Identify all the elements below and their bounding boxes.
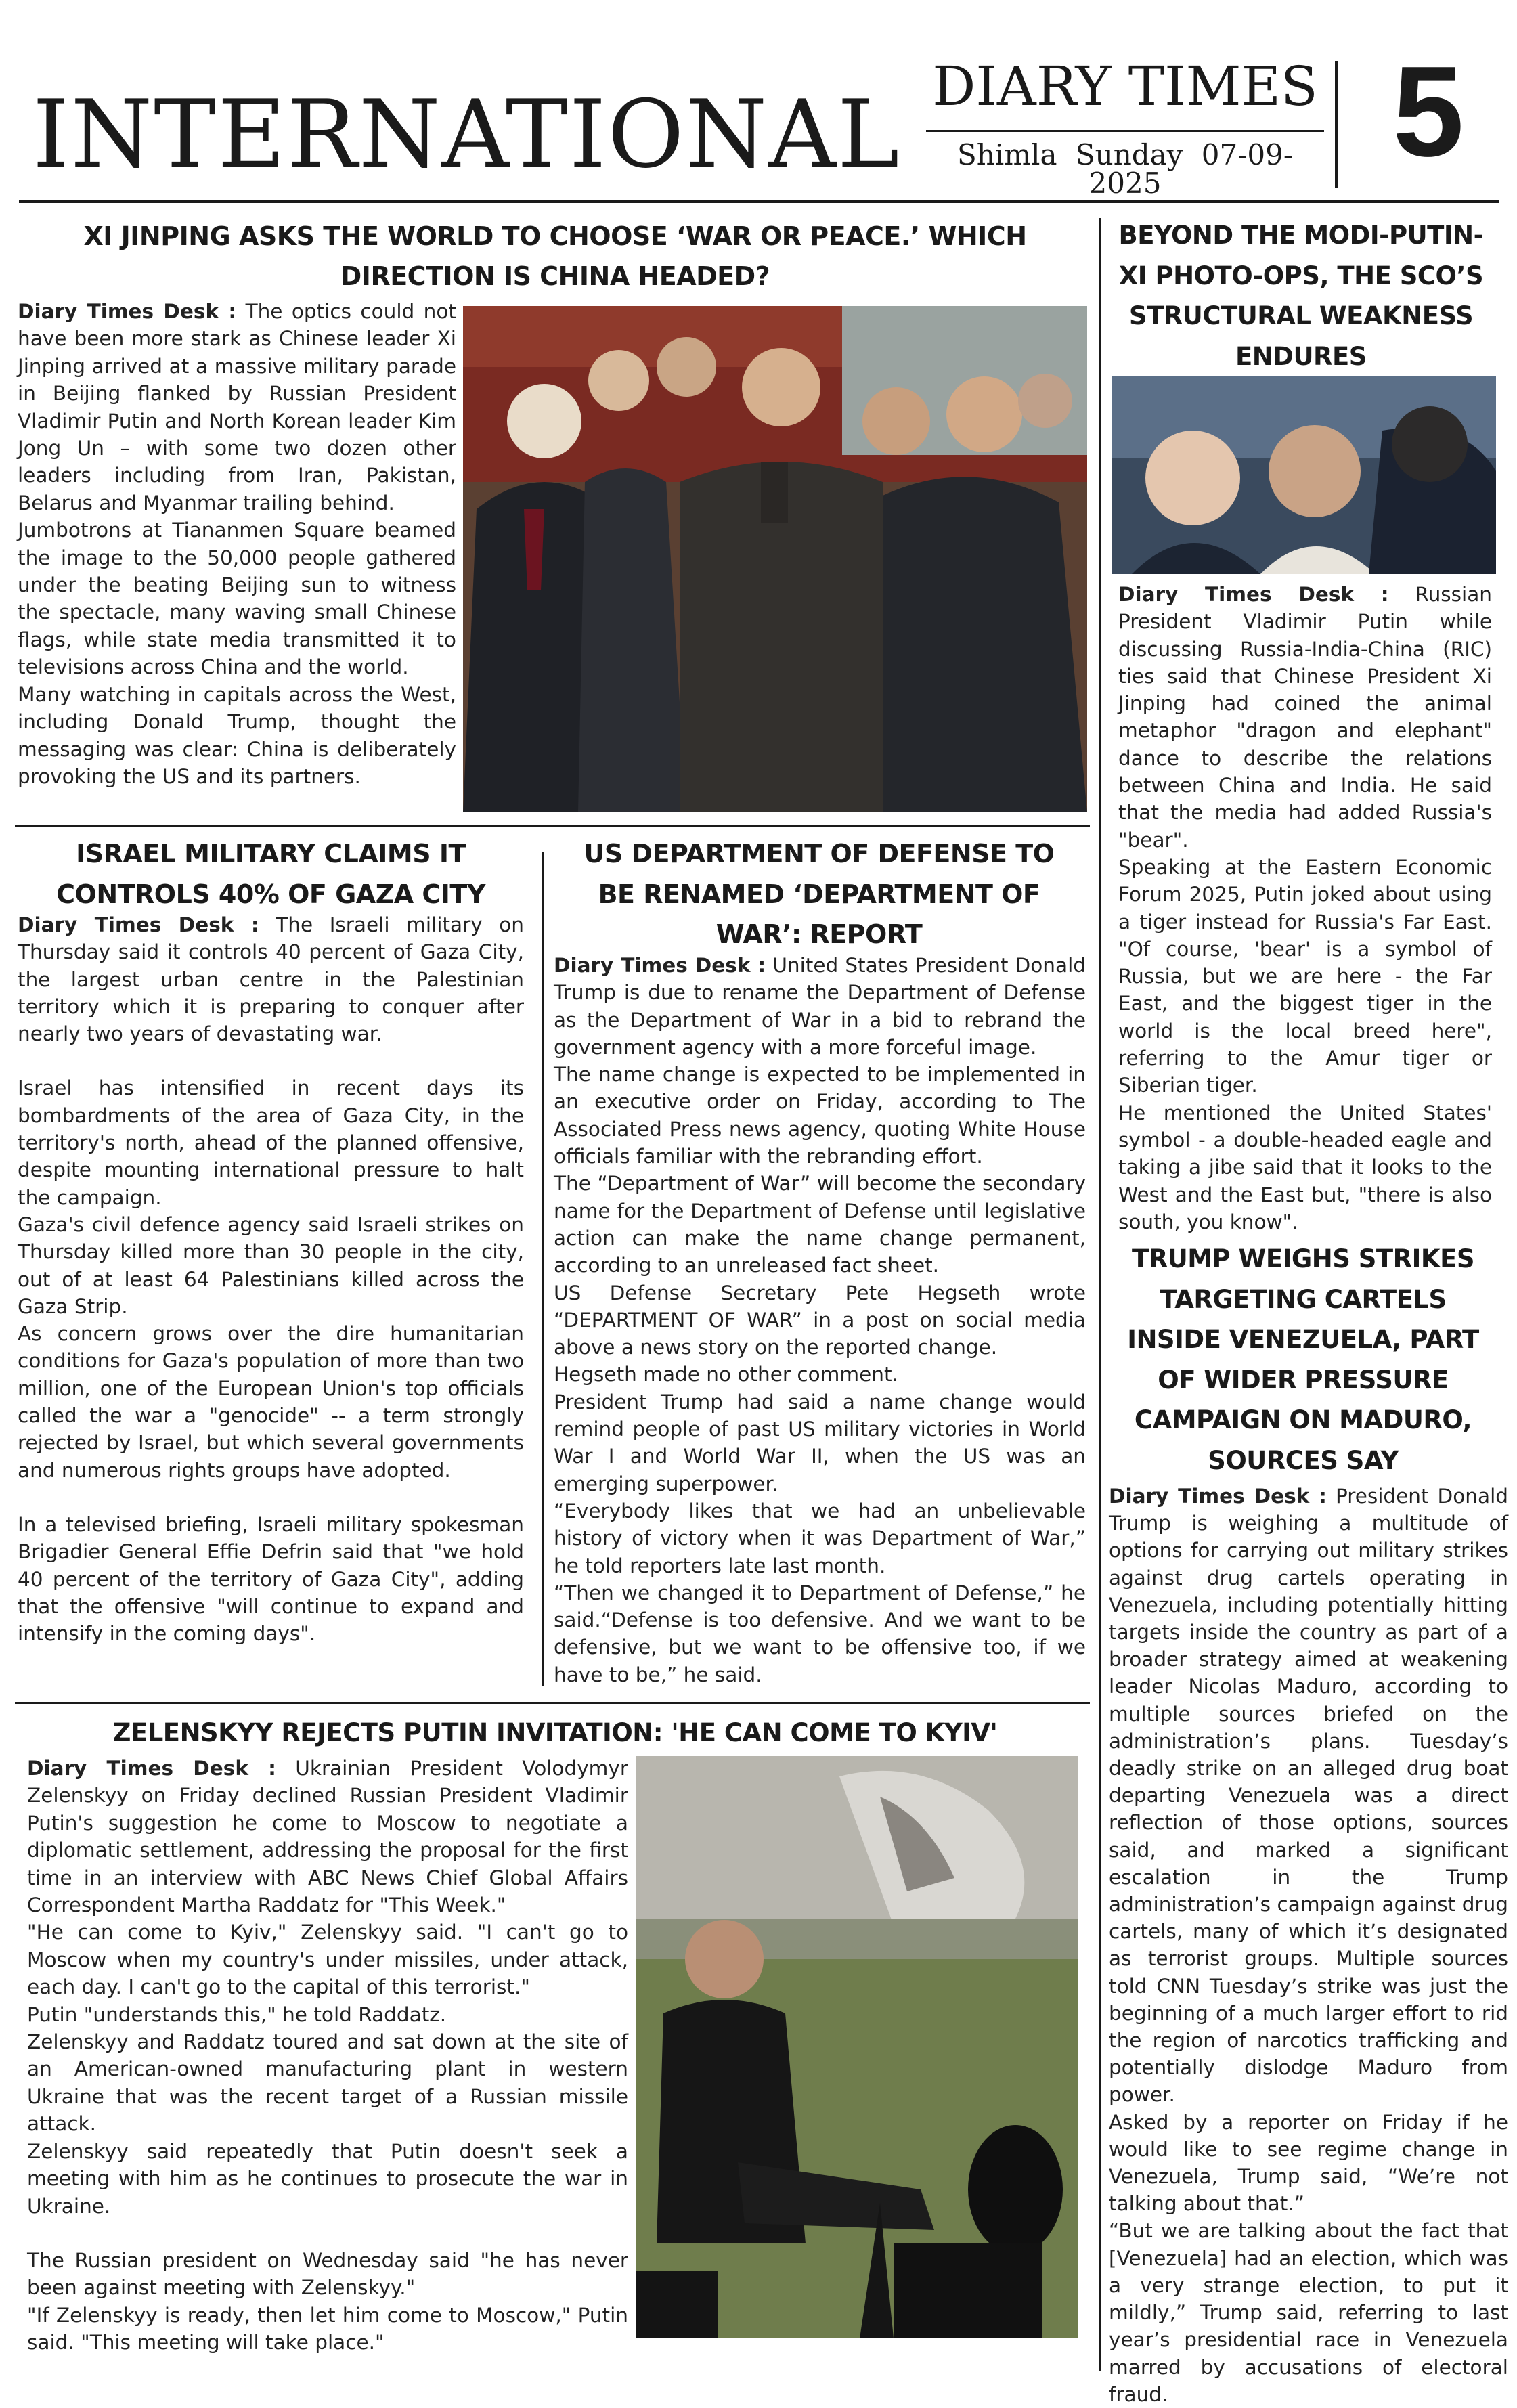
dateline-day: Sunday: [1075, 138, 1183, 171]
paragraph: As concern grows over the dire humanitarian conditions for Gaza's population of more than two million, one of the European Union's top officials called the war a "genocide" -- a term strongly rejected by Israel, but which several governments and numerous rights groups have adopted.: [18, 1322, 524, 1482]
desk-credit: Diary Times Desk :: [27, 1757, 276, 1780]
paragraph: The Israeli military on Thursday said it controls 40 percent of Gaza City, the largest urban centre in the Palestinian territory which it is preparing to conquer after nearly two years of devastating war.: [18, 913, 524, 1046]
headline-zelensky: ZELENSKYY REJECTS PUTIN INVITATION: 'HE CAN COME TO KYIV': [112, 1718, 998, 1747]
paragraph: Israel has intensified in recent days its bombardments of the area of Gaza City, in the territory's north, ahead of the planned offensive, despite mounting international pressure to halt the campaign.: [18, 1076, 524, 1209]
dateline-city: Shimla: [957, 138, 1057, 171]
article-body-venezuela: [1109, 1483, 1508, 2408]
paragraph: The optics could not have been more stark as Chinese leader Xi Jinping arrived at a massive military parade in Beijing flanked by Russian President Vladimir Putin and North Korean leader Kim Jong Un – with some two dozen other leaders including from Iran, Pakistan, Belarus and Myanmar trailing behind.: [18, 300, 456, 515]
masthead-vertical-rule: [1335, 61, 1338, 188]
article-body-zelensky: [27, 1755, 628, 2357]
paragraph: "If Zelenskyy is ready, then let him come to Moscow," Putin said. "This meeting will take place.": [27, 2303, 628, 2355]
paragraph: Ukrainian President Volodymyr Zelenskyy on Friday declined Russian President Vladimir Putin's suggestion he come to Moscow to negotiate a diplomatic settlement, addressing the proposal for the first time in an interview with ABC News Chief Global Affairs Correspondent Martha Raddatz for "This Week.": [27, 1757, 628, 1917]
desk-credit: Diary Times Desk :: [1109, 1485, 1327, 1508]
paragraph: Zelenskyy said repeatedly that Putin doesn't seek a meeting with him as he continues to prosecute the war in Ukraine.: [27, 2139, 628, 2218]
dateline-date: 07-09-2025: [1089, 138, 1294, 200]
paragraph: Zelenskyy and Raddatz toured and sat down at the site of an American-owned manufacturing plant in western Ukraine that was the recent target of a Russian missile attack.: [27, 2030, 628, 2136]
paragraph: The name change is expected to be implemented in an executive order on Friday, according to The Associated Press news agency, quoting White House officials familiar with the rebranding effort.: [554, 1063, 1086, 1168]
headline-dod: US DEPARTMENT OF DEFENSE TO BE RENAMED ‘DEPARTMENT OF WAR’: REPORT: [584, 839, 1055, 949]
dateline: [929, 138, 1321, 200]
paragraph: Speaking at the Eastern Economic Forum 2025, Putin joked about using a tiger instead for Russia's Far East. "Of course, 'bear' is a symbol of Russia, but we are here - the Far East, and the biggest tiger in the world is the local breed here", referring to the Amur tiger or Siberian tiger.: [1118, 855, 1492, 1097]
paragraph: “But we are talking about the fact that [Venezuela] had an election, which was a very strange election, to put it mildly,” Trump said, referring to last year’s presidential race in Venezuela marred by accusations of electoral fraud.: [1109, 2219, 1508, 2406]
paragraph: He mentioned the United States' symbol - a double-headed eagle and taking a jibe said that it looks to the West and the East but, "there is also south, you know".: [1118, 1101, 1492, 1233]
paragraph: The Russian president on Wednesday said "he has never been against meeting with Zelenskyy.": [27, 2248, 628, 2300]
paragraph: Many watching in capitals across the West, including Donald Trump, thought the messaging was clear: China is deliberately provoking the US and its partners.: [18, 682, 456, 788]
paragraph: Hegseth made no other comment.: [554, 1363, 898, 1386]
headline-venezuela: TRUMP WEIGHS STRIKES TARGETING CARTELS INSIDE VENEZUELA, PART OF WIDER PRESSURE CAMPAIGN ON MADURO, SOURCES SAY: [1127, 1244, 1479, 1475]
photo-xi-putin-kim: [463, 306, 1087, 812]
paragraph: Jumbotrons at Tiananmen Square beamed the image to the 50,000 people gathered under the beating Beijing sun to witness the spectacle, many waving small Chinese flags, while state media transmitted it to televisions across China and the world.: [18, 519, 456, 679]
paragraph: “Then we changed it to Department of Defense,” he said.“Defense is too defensive. And we want to be defensive, but we want to be offensive too, if we have to be,” he said.: [554, 1581, 1086, 1686]
desk-credit: Diary Times Desk :: [18, 300, 237, 323]
paragraph: United States President Donald Trump is due to rename the Department of Defense as the Department of War in a bid to rebrand the government agency with a more forceful image.: [554, 954, 1086, 1059]
column-divider-right: [1099, 218, 1101, 2371]
paragraph: The “Department of War” will become the secondary name for the Department of Defense until legislative action can make the name change permanent, according to an unreleased fact sheet.: [554, 1172, 1086, 1277]
paragraph: Putin "understands this," he told Raddatz.: [27, 2002, 447, 2026]
paragraph: Asked by a reporter on Friday if he would like to see regime change in Venezuela, Trump said, “We’re not talking about that.”: [1109, 2110, 1508, 2216]
paragraph: "He can come to Kyiv," Zelenskyy said. "I can't go to Moscow when my country's under missiles, under attack, each day. I can't go to the capital of this terrorist.": [27, 1921, 628, 1999]
paragraph: Gaza's civil defence agency said Israeli strikes on Thursday killed more than 30 people in the city, out of at least 64 Palestinians killed across the Gaza Strip.: [18, 1212, 524, 1318]
column-divider-middle: [542, 852, 544, 1686]
section-title: INTERNATIONAL: [32, 80, 901, 189]
headline-sco: BEYOND THE MODI-PUTIN-XI PHOTO-OPS, THE SCO’S STRUCTURAL WEAKNESS ENDURES: [1118, 221, 1484, 371]
article-body-gaza: [18, 911, 524, 1647]
paragraph: US Defense Secretary Pete Hegseth wrote “DEPARTMENT OF WAR” in a post on social media above a news story on the reported change.: [554, 1281, 1086, 1359]
masthead-rule: [926, 130, 1324, 132]
paragraph: President Donald Trump is weighing a multitude of options for carrying out military strikes against drug cartels operating in Venezuela, including potentially hitting targets inside the country as part of a broader strategy aimed at weakening leader Nicolas Maduro, according to multiple sources briefed on the administration’s plans. Tuesday’s deadly strike on an alleged drug boat departing Venezuela was a direct reflection of those options, sources said, and marked a significant escalation in the Trump administration’s campaign against drug cartels, many of which it’s designated as terrorist groups. Multiple sources told CNN Tuesday’s strike was just the beginning of a much larger effort to rid the region of narcotics trafficking and potentially dislodge Maduro from power.: [1109, 1485, 1508, 2107]
paragraph: In a televised briefing, Israeli military spokesman Brigadier General Effie Defrin said that "we hold 40 percent of the territory of Gaza City", adding that the offensive "will continue to expand and intensify in the coming days".: [18, 1512, 524, 1646]
paragraph: “Everybody likes that we had an unbelievable history of victory when it was Department of War,” he told reporters late last month.: [554, 1499, 1086, 1577]
desk-credit: Diary Times Desk :: [554, 954, 766, 977]
article-body-sco: [1118, 581, 1492, 1235]
article-rule-xi: [15, 825, 1090, 827]
page-number: 5: [1392, 40, 1464, 183]
desk-credit: Diary Times Desk :: [1118, 583, 1389, 606]
photo-putin-modi-xi: [1112, 376, 1496, 574]
article-body-dod: [554, 952, 1086, 1688]
article-rule-zelensky: [15, 1702, 1090, 1704]
headline-gaza: ISRAEL MILITARY CLAIMS IT CONTROLS 40% OF GAZA CITY: [56, 839, 485, 909]
newspaper-name: DIARY TIMES: [932, 55, 1318, 118]
article-body-xi: [18, 298, 456, 790]
headline-xi: XI JINPING ASKS THE WORLD TO CHOOSE ‘WAR OR PEACE.’ WHICH DIRECTION IS CHINA HEADED?: [83, 221, 1027, 291]
paragraph: President Trump had said a name change would remind people of past US military victories in World War I and World War II, when the US was an emerging superpower.: [554, 1390, 1086, 1495]
top-rule: [19, 200, 1499, 203]
desk-credit: Diary Times Desk :: [18, 913, 259, 936]
paragraph: Russian President Vladimir Putin while discussing Russia-India-China (RIC) ties said that Chinese President Xi Jinping had coined the animal metaphor "dragon and elephant" dance to describe the relations between China and India. He said that the media had added Russia's "bear".: [1118, 583, 1492, 852]
photo-zelensky-interview: [636, 1756, 1078, 2338]
